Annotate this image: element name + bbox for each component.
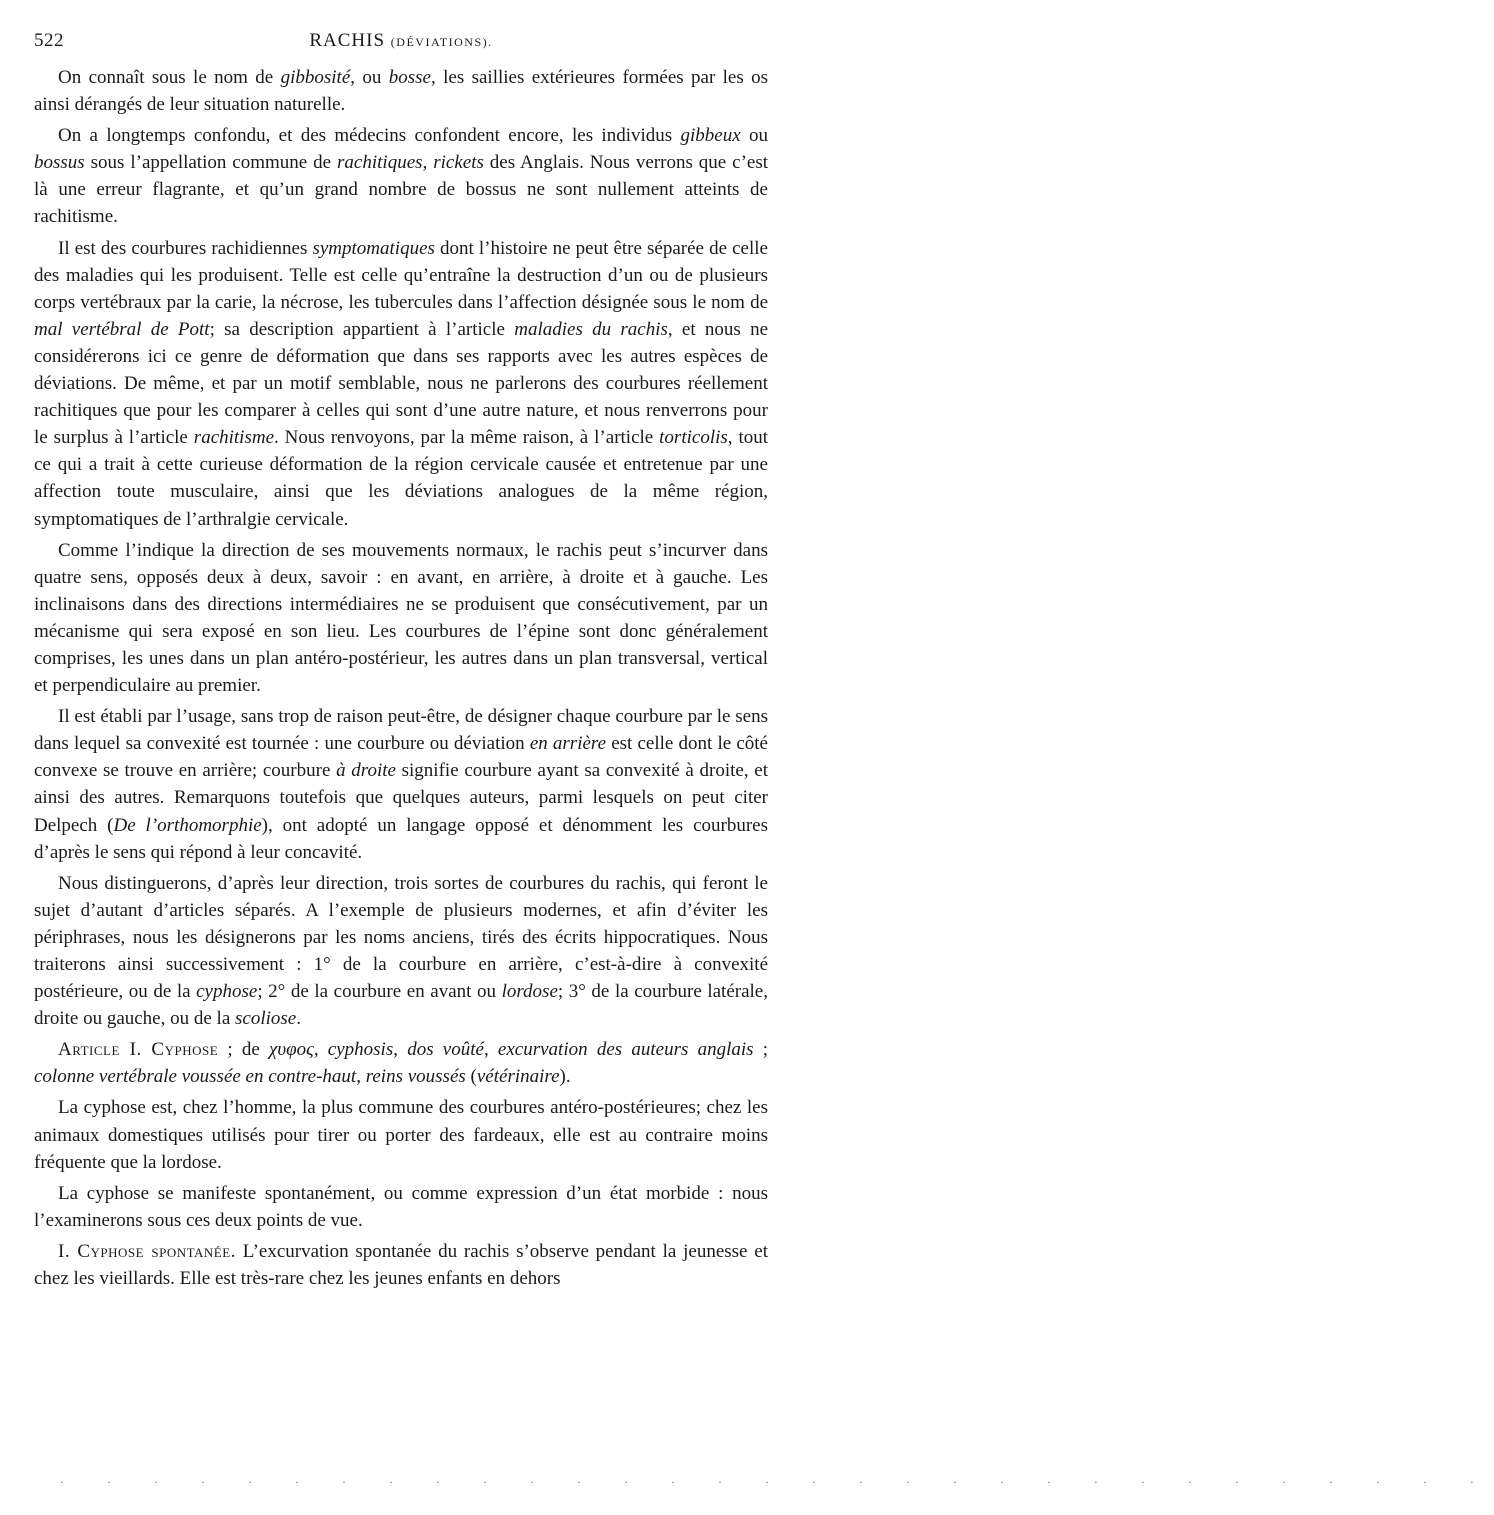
section-heading: Article I. Cyphose: [58, 1039, 219, 1061]
text-run: La cyphose est, chez l’homme, la plus commune des courbures antéro-postérieures; chez les animaux domestiques utilisés pour tirer ou porter des fardeaux, elle est au contraire moins fréquente que la lordose.: [34, 1097, 768, 1173]
running-head: [34, 30, 768, 52]
paragraph: [34, 1180, 768, 1234]
text-run: Nous distinguerons, d’après leur direction, trois sortes de courbures du rachis, qui feront le sujet d’autant d’articles séparés. A l’exemple de plusieurs modernes, et afin d’éviter les périphrases, nous les désignerons par les noms anciens, tirés des écrits hippocratiques. Nous traiterons ainsi successivement : 1° de la courbure en arrière, c’est-à-dire à convexité postérieure, ou de la: [34, 872, 768, 1003]
text-run: ; sa description appartient à l’article: [209, 318, 515, 340]
document-page: [34, 26, 768, 1296]
paragraph: [34, 870, 768, 1033]
paragraph: [34, 64, 768, 118]
italic-text: gibbeux: [680, 125, 741, 147]
paragraph: [34, 1238, 768, 1292]
italic-text: rickets: [433, 152, 484, 174]
paragraph: [34, 1094, 768, 1175]
text-run: , tout ce qui a trait à cette curieuse déformation de la région cervicale causée et entretenue par une affection toute musculaire, ainsi que les déviations analogues de la même région, symptomatiques de l’arthralgie cervicale.: [34, 427, 769, 530]
text-run: L’excurvation spontanée du rachis s’observe pendant la jeunesse et chez les vieillards. Elle est très-rare chez les jeunes enfants en dehors: [34, 1240, 768, 1290]
text-run: ,: [393, 1039, 408, 1061]
body-text: [34, 64, 768, 1292]
text-run: , ou: [350, 67, 389, 88]
text-run: ,: [313, 1039, 328, 1061]
italic-text: bosse: [388, 67, 431, 88]
text-run: sous l’appellation commune de: [84, 152, 338, 174]
paragraph: [34, 235, 768, 533]
text-run: Il est des courbures rachidiennes: [58, 237, 313, 259]
text-run: des Anglais. Nous verrons que c’est là une erreur flagrante, et qu’un grand nombre de bossus ne sont nullement atteints de rachitisme.: [34, 152, 769, 228]
italic-text: χυφος: [269, 1039, 314, 1061]
text-run: On a longtemps confondu, et des médecins confondent encore, les individus: [58, 125, 681, 147]
italic-text: excurvation des auteurs anglais: [497, 1039, 754, 1061]
italic-text: lordose: [501, 981, 558, 1003]
text-run: ; de: [218, 1039, 270, 1061]
italic-text: dos voûté: [407, 1039, 484, 1061]
text-run: dont l’histoire ne peut être séparée de celle des maladies qui les produisent. Telle est celle qu’entraîne la destruction d’un ou de plusieurs corps vertébraux par la carie, la nécrose, les tubercules dans l’affection désignée sous le nom de: [34, 237, 768, 313]
italic-text: colonne vertébrale voussée en contre-haut: [34, 1066, 357, 1088]
section-heading: I. Cyphose spontanée.: [58, 1240, 236, 1262]
italic-text: à droite: [336, 760, 396, 782]
text-run: ,: [356, 1066, 366, 1088]
text-run: ).: [559, 1066, 571, 1088]
italic-text: cyphosis: [327, 1039, 394, 1061]
text-run: ;: [753, 1039, 769, 1061]
italic-text: vétérinaire: [476, 1066, 560, 1088]
paragraph: [34, 122, 768, 230]
italic-text: gibbosité: [280, 67, 351, 88]
paragraph: [34, 537, 768, 700]
text-run: Comme l’indique la direction de ses mouvements normaux, le rachis peut s’incurver dans quatre sens, opposés deux à deux, savoir : en avant, en arrière, à droite et à gauche. Les inclinaisons dans des directions intermédiaires ne se produisent que consécutivement, par un mécanisme qui sera exposé en son lieu. Les courbures de l’épine sont donc généralement comprises, les unes dans un plan antéro-postérieur, les autres dans un plan transversal, vertical et perpendiculaire au premier.: [34, 539, 768, 697]
text-run: On connaît sous le nom de: [58, 67, 281, 88]
italic-text: reins voussés: [365, 1066, 466, 1088]
text-run: , les saillies extérieures formées par les os ainsi dérangés de leur situation naturelle.: [34, 67, 769, 116]
running-head-subtitle: (DÉVIATIONS).: [390, 35, 493, 49]
page-header: [34, 26, 768, 56]
italic-text: en arrière: [529, 733, 607, 755]
text-run: .: [296, 1008, 301, 1030]
text-run: Il est établi par l’usage, sans trop de raison peut-être, de désigner chaque courbure par le sens dans lequel sa convexité est tournée : une courbure ou déviation: [34, 706, 768, 755]
text-run: signifie courbure ayant sa convexité à droite, et ainsi des autres. Remarquons toutefois que quelques auteurs, parmi lesquels on peut citer Delpech (: [34, 760, 768, 836]
italic-text: bossus: [34, 152, 85, 174]
text-run: ,: [422, 152, 434, 174]
text-run: est celle dont le côté convexe se trouve en arrière; courbure: [34, 733, 768, 782]
italic-text: rachitisme: [193, 427, 275, 449]
page-bottom-marks: · · · · · · · · · · · · · · · · · · · · · · · · · · · · · · ·: [60, 1475, 1494, 1489]
text-run: (: [465, 1066, 477, 1088]
text-run: ,: [483, 1039, 498, 1061]
italic-text: symptomatiques: [312, 237, 435, 259]
text-run: ; 3° de la courbure latérale, droite ou gauche, ou de la: [34, 981, 768, 1030]
text-run: ), ont adopté un langage opposé et dénomment les courbures d’après le sens qui répond à leur concavité.: [34, 814, 768, 863]
text-run: ; 2° de la courbure en avant ou: [257, 981, 502, 1003]
paragraph: [34, 1036, 768, 1090]
italic-text: scoliose: [235, 1008, 297, 1030]
italic-text: mal vertébral de Pott: [34, 318, 210, 340]
text-run: ou: [740, 125, 768, 147]
italic-text: torticolis: [659, 427, 728, 449]
italic-text: De l’orthomorphie: [113, 814, 262, 836]
running-head-title: RACHIS: [309, 30, 386, 51]
text-run: La cyphose se manifeste spontanément, ou comme expression d’un état morbide : nous l’examinerons sous ces deux points de vue.: [34, 1182, 768, 1231]
italic-text: rachitiques: [337, 152, 423, 174]
italic-text: maladies du rachis: [514, 318, 668, 340]
italic-text: cyphose: [196, 981, 258, 1003]
text-run: , et nous ne considérerons ici ce genre de déformation que dans ses rapports avec les autres espèces de déviations. De même, et par un motif semblable, nous ne parlerons des courbures réellement rachitiques que pour les comparer à celles qui sont d’une autre nature, et nous renverrons pour le surplus à l’article: [34, 318, 769, 449]
paragraph: [34, 703, 768, 866]
page-number: 522: [34, 30, 64, 51]
text-run: . Nous renvoyons, par la même raison, à l’article: [274, 427, 660, 449]
